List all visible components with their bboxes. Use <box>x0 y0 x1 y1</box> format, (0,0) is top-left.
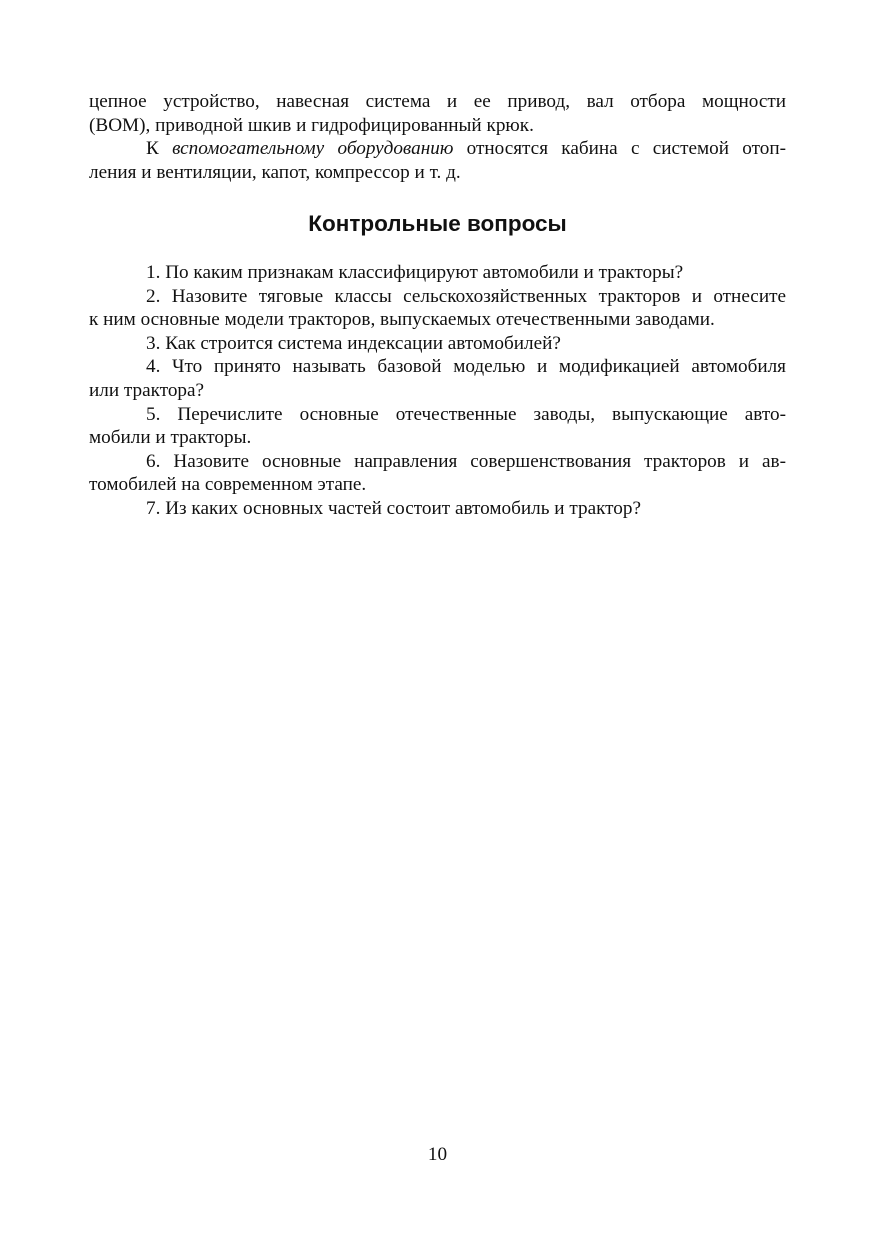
question-item-2 <box>89 285 786 332</box>
question-4-line-2: или трактора? <box>89 379 205 401</box>
question-item-6 <box>89 450 786 497</box>
question-2-line-1: 2. Назовите тяговые классы сельскохозяйственных тракторов и отнесите <box>146 285 786 307</box>
intro-paragraph-2-italic-term: вспомогательному оборудованию <box>172 138 454 160</box>
question-item-5 <box>89 403 786 450</box>
section-heading: Контрольные вопросы <box>308 211 567 236</box>
question-1-line-1: 1. По каким признакам классифицируют автомобили и тракторы? <box>146 262 684 283</box>
question-2-line-2: к ним основные модели тракторов, выпускаемых отечественными заводами. <box>89 309 715 331</box>
question-item-7 <box>89 497 786 521</box>
question-3-line-1: 3. Как строится система индексации автомобилей? <box>146 332 561 354</box>
intro-paragraph-1 <box>89 90 786 137</box>
question-5-line-1: 5. Перечислите основные отечественные заводы, выпускающие авто- <box>146 403 786 425</box>
question-6-line-2: томобилей на современном этапе. <box>89 474 367 496</box>
questions-list <box>89 261 786 521</box>
intro-paragraph-1-line-1: цепное устройство, навесная система и ее привод, вал отбора мощности <box>89 91 786 112</box>
intro-paragraph-2-line-1-rest: относятся кабина с системой отоп- <box>453 138 786 160</box>
intro-paragraph-2-prefix: К <box>146 138 173 160</box>
intro-paragraph-1-line-2: (ВОМ), приводной шкив и гидрофицированный крюк. <box>89 114 534 136</box>
question-5-line-2: мобили и тракторы. <box>89 427 252 449</box>
question-4-line-1: 4. Что принято называть базовой моделью и модификацией автомобиля <box>146 356 786 378</box>
intro-paragraph-2-line-1 <box>89 137 786 161</box>
question-item-3 <box>89 332 786 356</box>
page-number: 10 <box>427 1144 448 1165</box>
question-item-4 <box>89 355 786 402</box>
question-7-line-1: 7. Из каких основных частей состоит автомобиль и трактор? <box>146 497 641 519</box>
intro-text <box>89 90 786 184</box>
question-6-line-1: 6. Назовите основные направления совершенствования тракторов и ав- <box>146 450 786 472</box>
question-item-1 <box>89 261 786 285</box>
intro-paragraph-2 <box>89 137 786 184</box>
intro-paragraph-2-line-2: ления и вентиляции, капот, компрессор и т. д. <box>89 161 461 183</box>
